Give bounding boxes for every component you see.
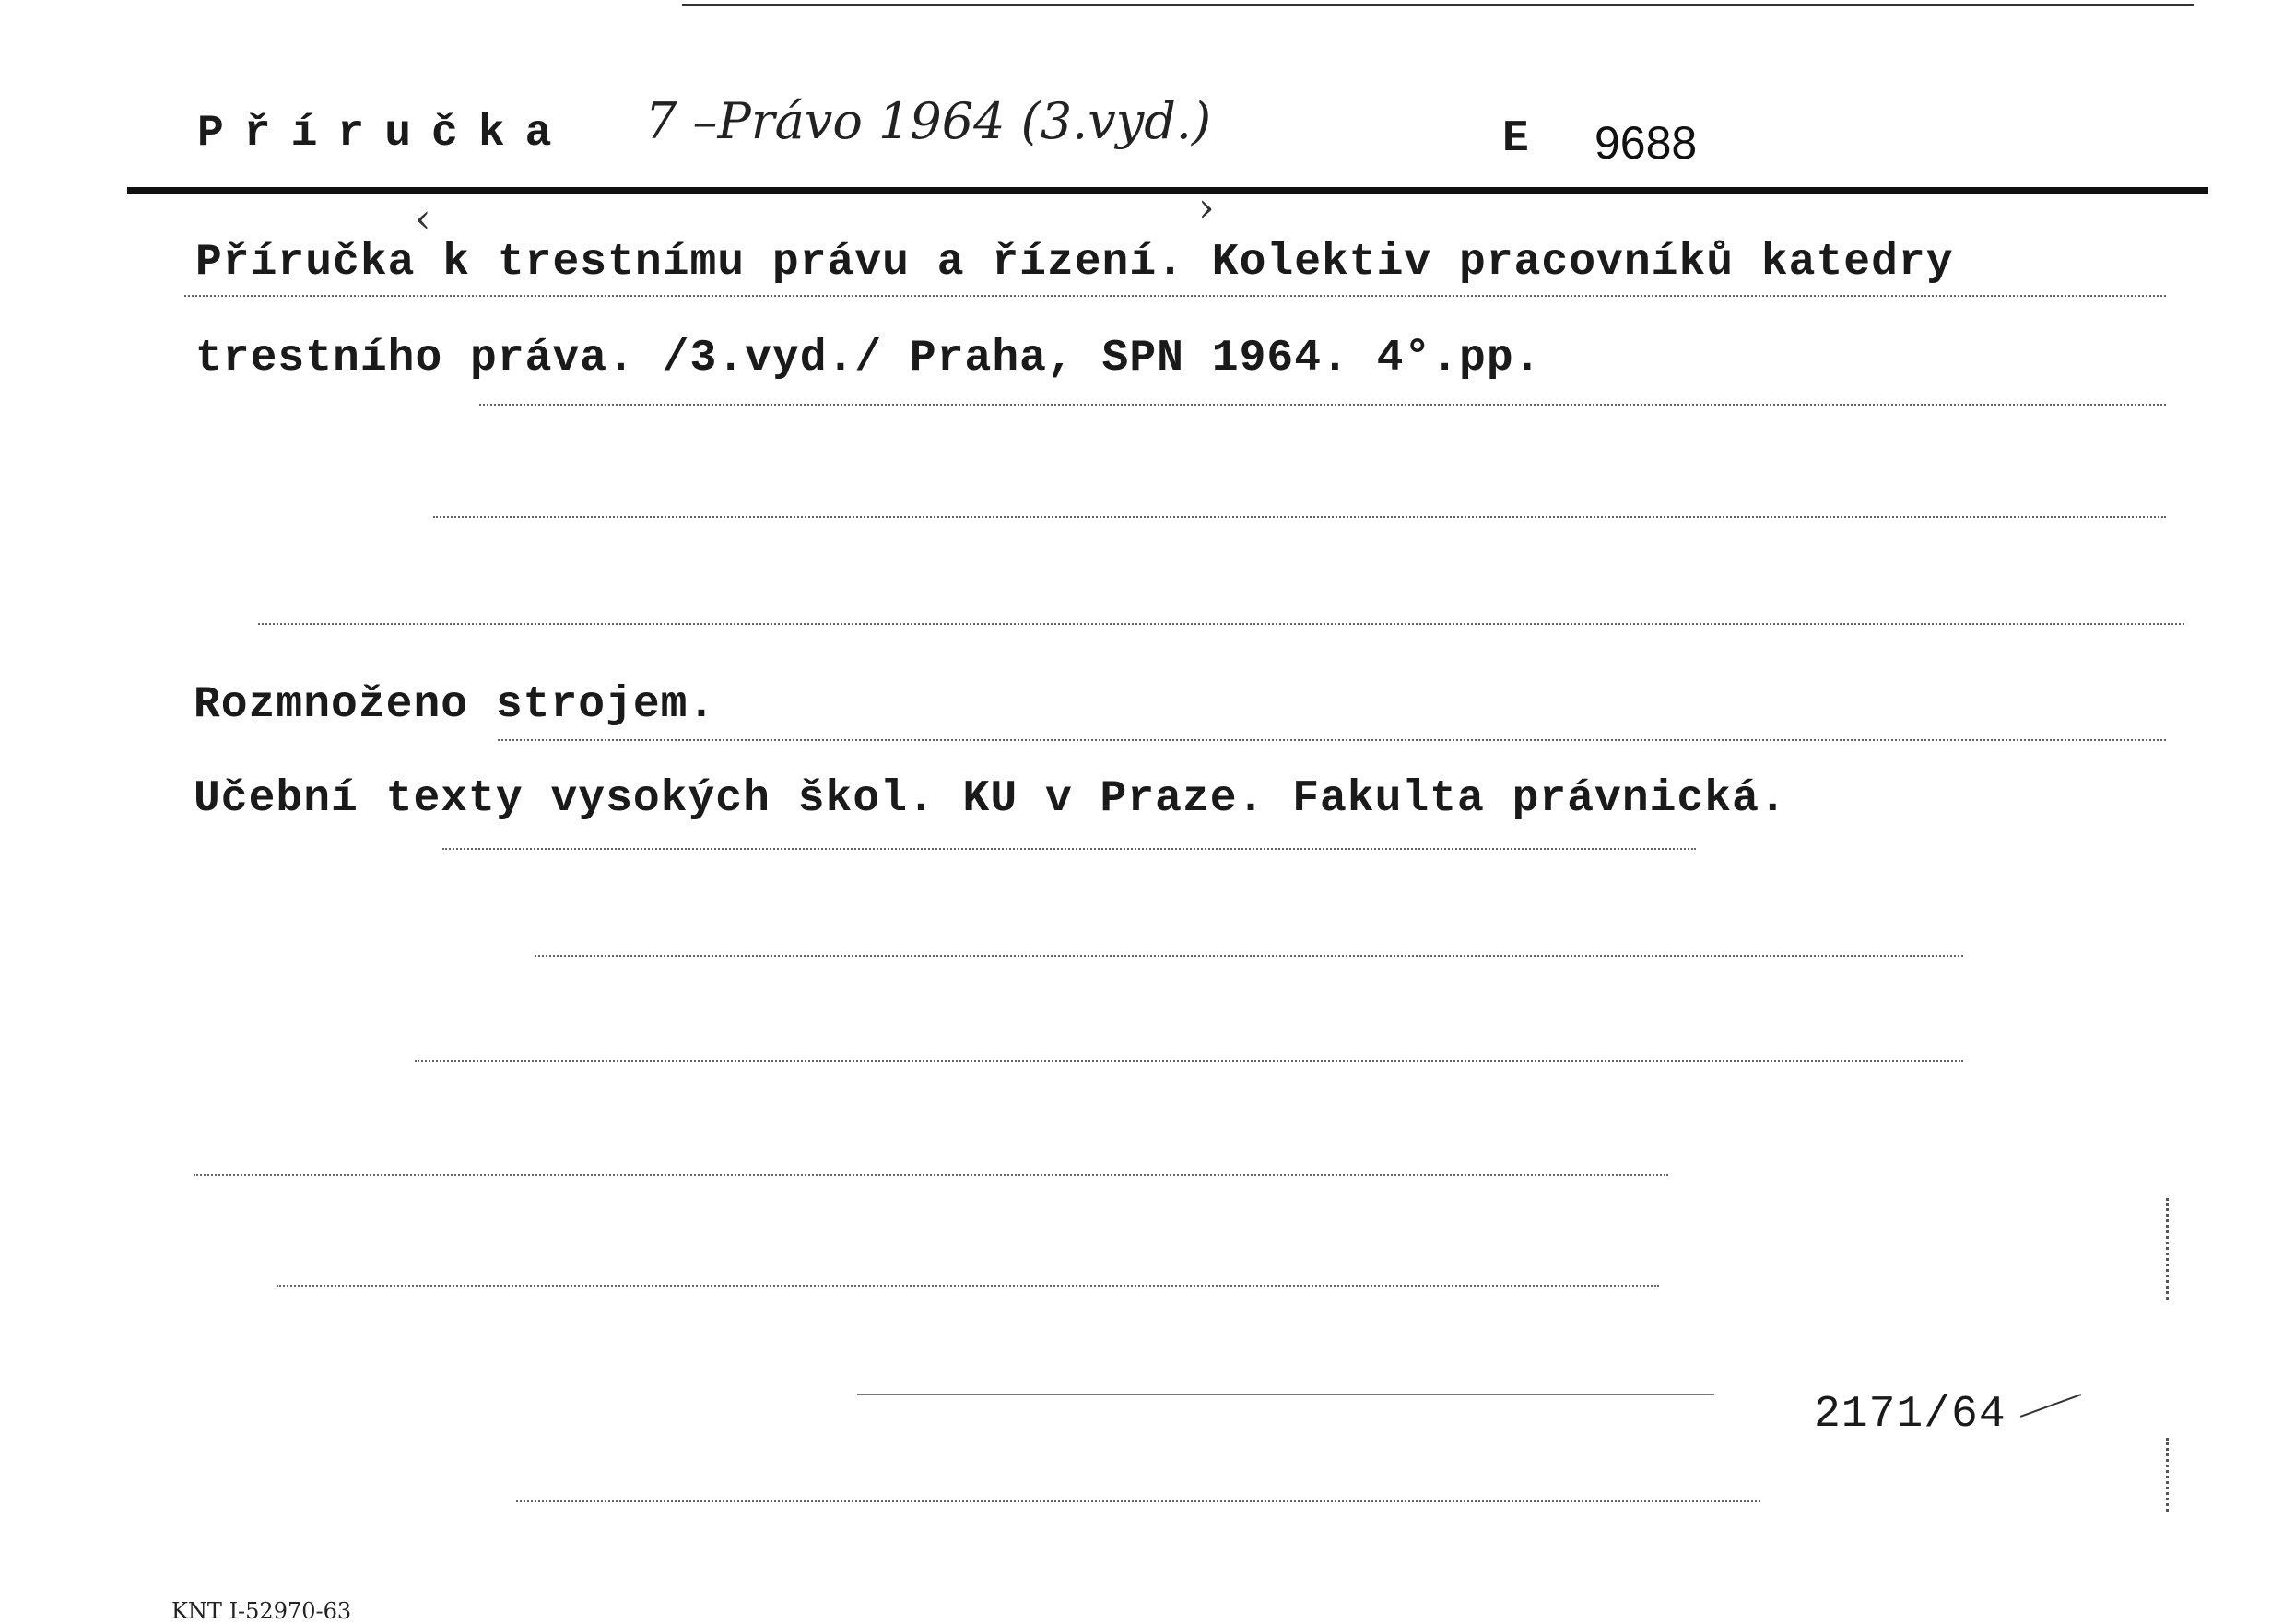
ruled-line	[277, 1285, 1659, 1287]
ruled-line	[498, 739, 2166, 741]
ruled-line	[857, 1394, 1714, 1395]
ruled-line	[535, 955, 1963, 957]
note-line-1: Rozmnoženo strojem.	[194, 680, 716, 730]
insertion-mark-open: ‹	[415, 195, 431, 242]
ruled-line	[194, 1174, 1668, 1176]
ruled-line	[184, 295, 2166, 297]
ruled-line	[415, 1060, 1963, 1062]
check-tick	[2020, 1394, 2081, 1418]
side-punch-marks	[2166, 1198, 2169, 1300]
side-punch-marks	[2166, 1438, 2169, 1512]
ruled-line	[258, 623, 2184, 625]
ruled-line	[516, 1500, 1760, 1502]
ruled-line	[479, 404, 2166, 406]
top-edge-line	[682, 4, 2194, 6]
shelf-prefix: E	[1502, 114, 1530, 164]
insertion-mark-close: ›	[1198, 184, 1215, 231]
handwritten-note: 7 –Právo 1964 (3.vyd.)	[645, 92, 1212, 150]
note-line-2: Učební texty vysokých škol. KU v Praze. Fakulta právnická.	[194, 774, 1787, 824]
heading-word: Příručka	[197, 109, 572, 159]
header-rule	[127, 187, 2208, 194]
title-line-2: trestního práva. /3.vyd./ Praha, SPN 1964. 4°.pp.	[195, 334, 1542, 383]
shelf-number: 9688	[1594, 117, 1698, 169]
title-line-1: Příručka k trestnímu právu a řízení. Kolektiv pracovníků katedry	[195, 238, 1954, 288]
printer-imprint: KNT I-52970-63	[171, 1598, 352, 1624]
ruled-line	[433, 516, 2166, 518]
ruled-line	[442, 848, 1696, 850]
accession-number: 2171/64	[1814, 1390, 2006, 1440]
